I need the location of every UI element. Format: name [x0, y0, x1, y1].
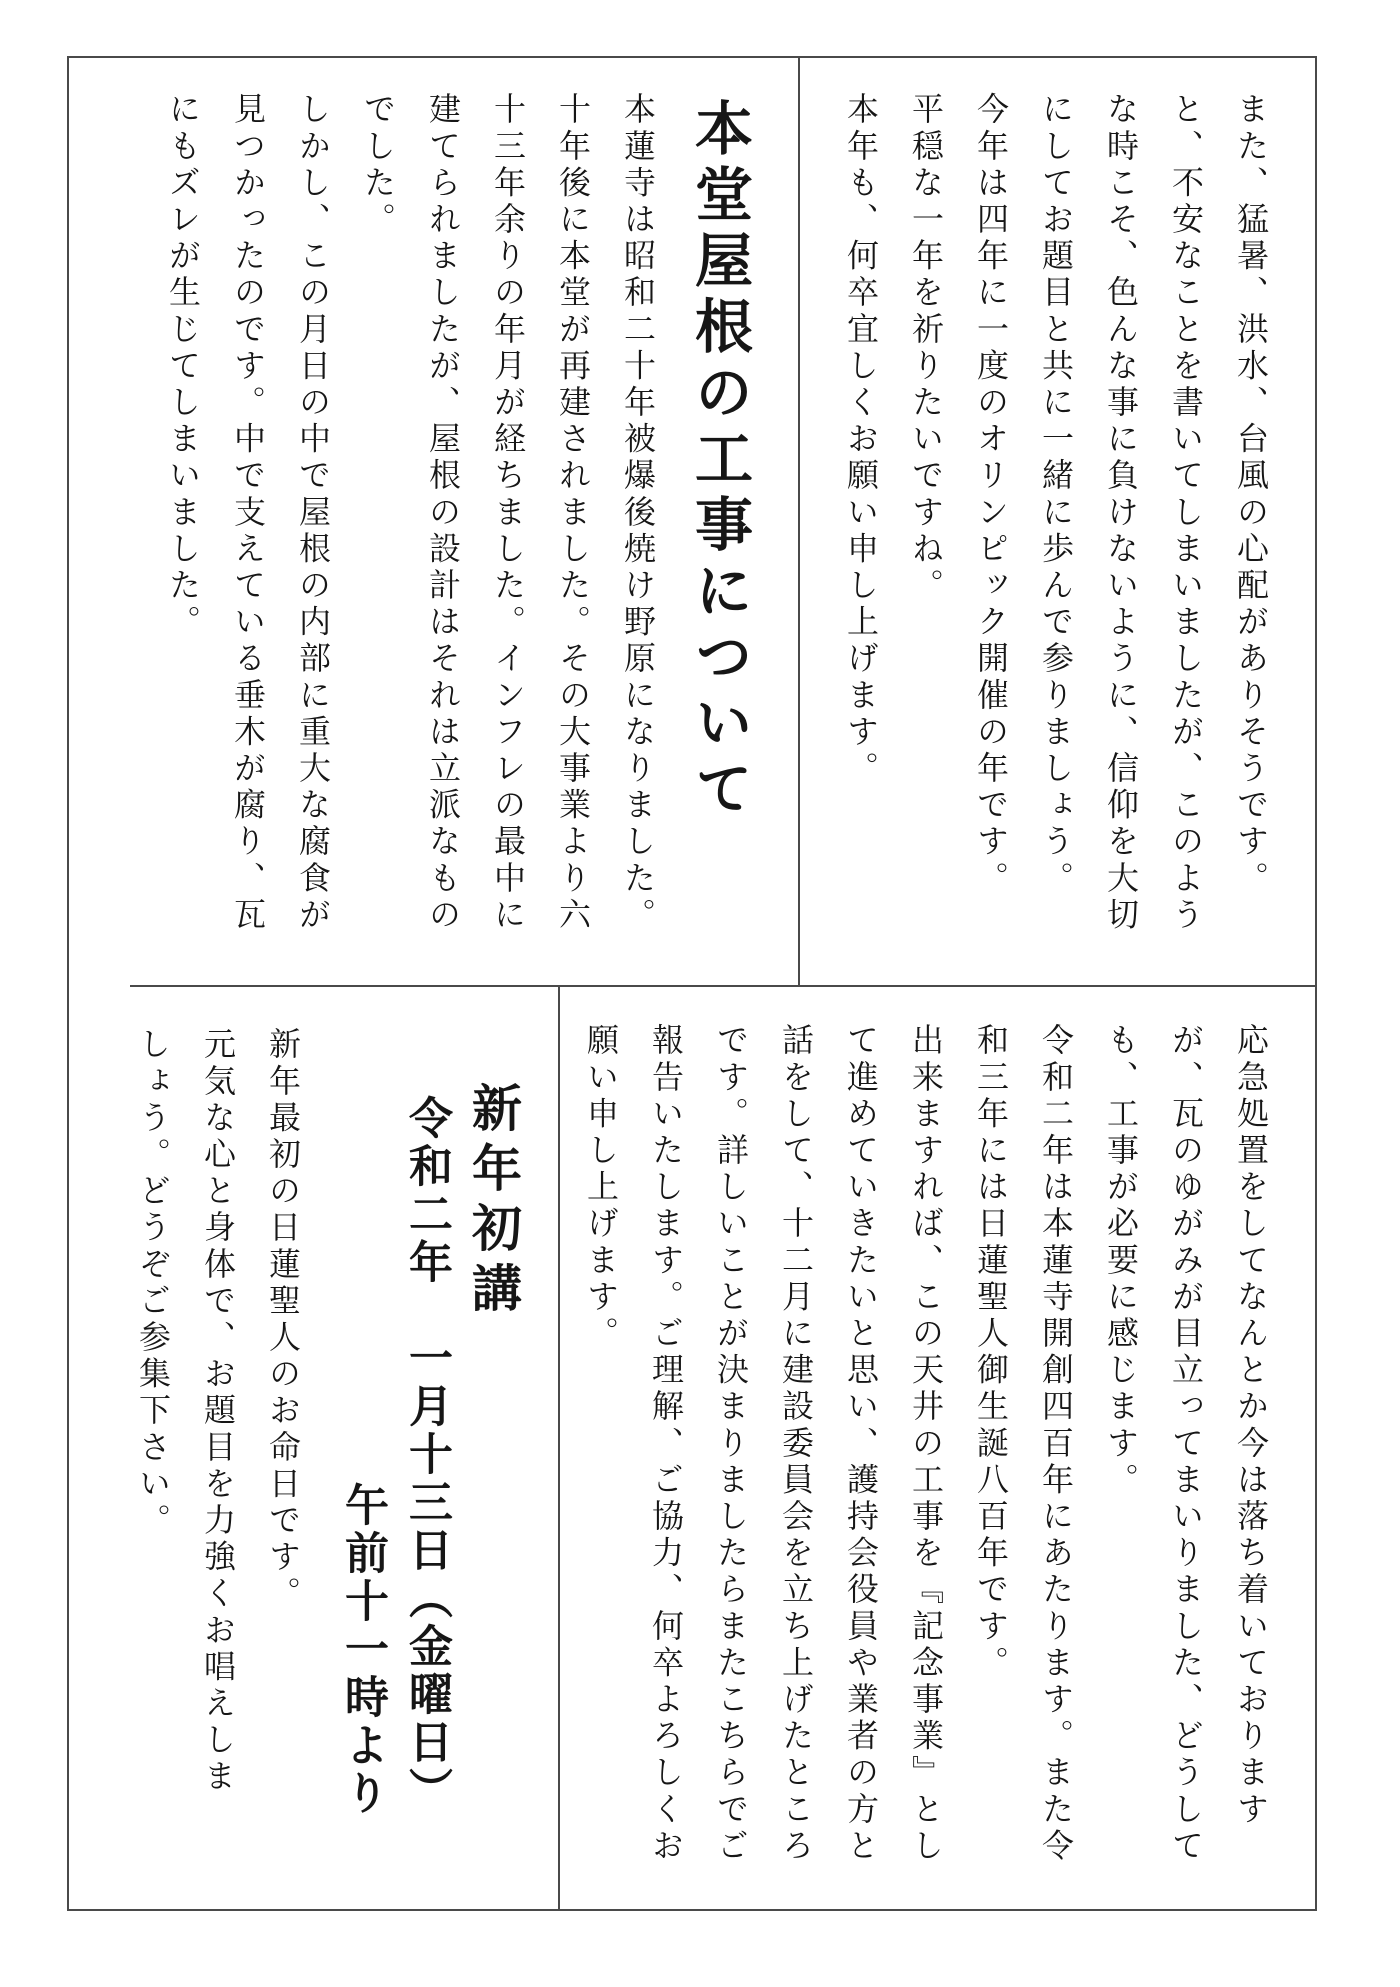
new-year-service-date: 令和二年 一月十三日（金曜日）	[401, 1095, 452, 1815]
text-line: 願い申し上げます。	[582, 1023, 620, 1353]
section-new-year-service	[69, 987, 558, 1909]
text-line: です。詳しいことが決まりましたらまたこちらでご	[712, 1023, 750, 1865]
text-line: 見つかったのです。中で支えている垂木が腐り、瓦	[229, 92, 267, 934]
text-line: 和三年には日蓮聖人御生誕八百年です。	[972, 1023, 1010, 1682]
section-closing-greeting	[800, 58, 1315, 985]
text-line: しょう。どうぞご参集下さい。	[134, 1027, 172, 1540]
closing-greeting-text	[828, 92, 1283, 934]
text-line: 話をして、十二月に建設委員会を立ち上げたところ	[777, 1023, 815, 1865]
text-line: 今年は四年に一度のオリンピック開催の年です。	[972, 92, 1010, 898]
text-line: と、不安なことを書いてしまいましたが、このよう	[1167, 92, 1205, 934]
text-line: 出来ますれば、この天井の工事を『記念事業』とし	[907, 1023, 945, 1865]
section-emergency-repair	[560, 987, 1315, 1909]
text-line: て進めていきたいと思い、護持会役員や業者の方と	[842, 1023, 880, 1865]
text-line: にもズレが生じてしまいました。	[164, 92, 202, 641]
text-line: も、工事が必要に感じます。	[1102, 1023, 1140, 1499]
text-line: 本年も、何卒宜しくお願い申し上げます。	[842, 92, 880, 788]
text-line: 令和二年は本蓮寺開創四百年にあたります。また令	[1037, 1023, 1075, 1865]
text-line: にしてお題目と共に一緒に歩んで参りましょう。	[1037, 92, 1075, 898]
text-line: 十三年余りの年月が経ちました。インフレの最中に	[489, 92, 527, 934]
text-line: 本蓮寺は昭和二十年被爆後焼け野原になりました。	[619, 92, 657, 934]
text-line: な時こそ、色んな事に負けないように、信仰を大切	[1102, 92, 1140, 934]
new-year-service-text	[120, 1027, 315, 1796]
text-line: 報告いたします。ご理解、ご協力、何卒よろしくお	[647, 1023, 685, 1865]
section-roof-construction	[69, 58, 798, 985]
emergency-repair-text	[568, 1023, 1283, 1865]
roof-construction-title: 本堂屋根の工事について	[685, 98, 753, 824]
text-line: また、猛暑、洪水、台風の心配がありそうです。	[1232, 92, 1270, 898]
text-line: でした。	[359, 92, 397, 239]
new-year-service-time: 午前十一時より	[337, 1482, 388, 1818]
roof-construction-text	[150, 92, 670, 934]
text-line: 十年後に本堂が再建されました。その大事業より六	[554, 92, 592, 934]
text-line: 応急処置をしてなんとか今は落ち着いております	[1232, 1023, 1270, 1829]
text-line: 新年最初の日蓮聖人のお命日です。	[264, 1027, 302, 1613]
text-line: が、瓦のゆがみが目立ってまいりました、どうして	[1167, 1023, 1205, 1865]
text-line: 元気な心と身体で、お題目を力強くお唱えしま	[199, 1027, 237, 1796]
text-line: 建てられましたが、屋根の設計はそれは立派なもの	[424, 92, 462, 934]
text-line: しかし、この月日の中で屋根の内部に重大な腐食が	[294, 92, 332, 934]
text-line: 平穏な一年を祈りたいですね。	[907, 92, 945, 605]
new-year-service-title: 新年初講	[464, 1082, 523, 1322]
